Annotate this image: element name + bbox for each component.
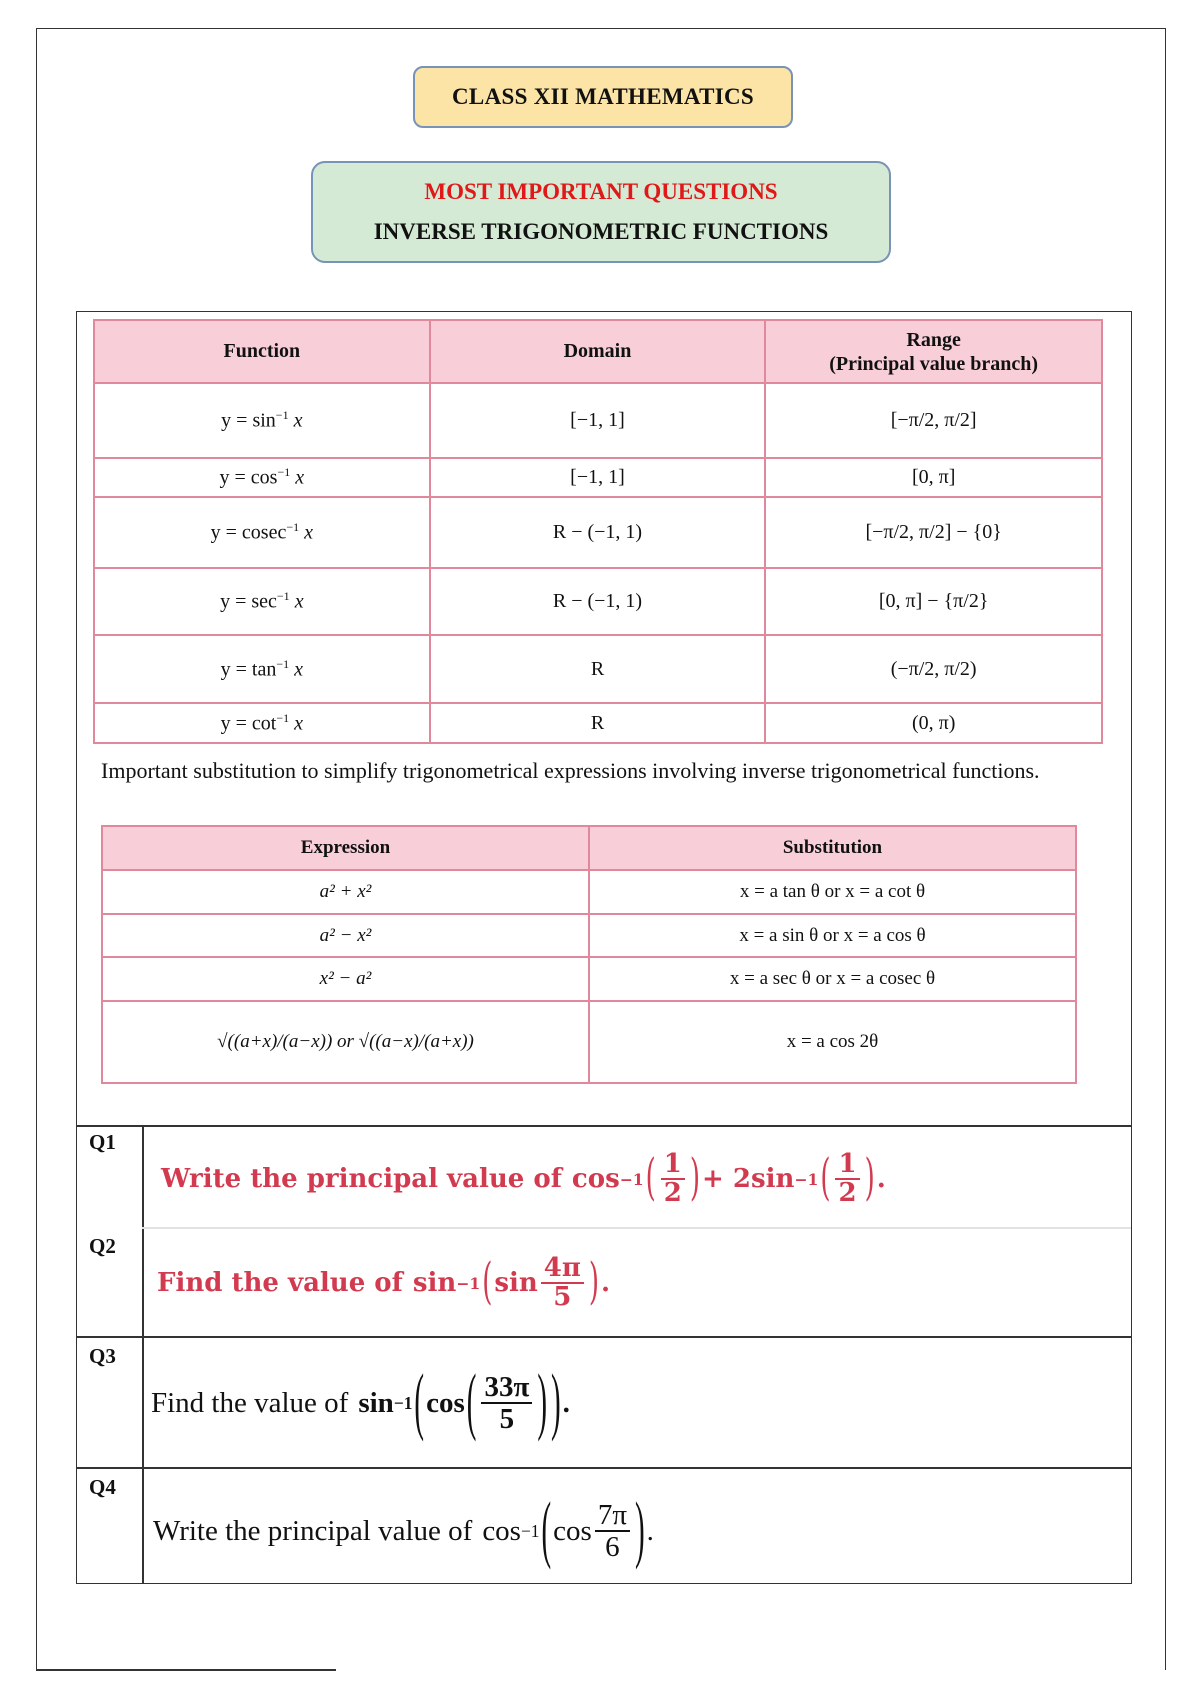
cell-function: $y = \cos^{-1} x$ — [94, 458, 430, 497]
table-row — [94, 497, 1102, 568]
subtitle: MOST IMPORTANT QUESTIONS — [424, 179, 778, 204]
q3-label: Q3 — [89, 1344, 116, 1368]
q4-label: Q4 — [89, 1475, 116, 1499]
q4-expression: cos −1 ( cos $\frac{7\pi}{6}$ ) . — [482, 1488, 654, 1572]
cell-expression: x² − a² — [102, 957, 589, 1001]
question-divider — [77, 1467, 1131, 1469]
cell-domain: R − (−1, 1) — [430, 497, 766, 568]
cell-function: $y = \sin^{-1} x$ — [94, 383, 430, 458]
q1-expression: cos −1 ( $\frac{1}{2}$ ) + 2sin −1 ( $\frac{1}{2}$ ) . — [571, 1148, 886, 1208]
table-row — [102, 914, 1076, 957]
header-substitution: Substitution — [589, 826, 1076, 870]
cell-range: [−π/2, π/2] — [765, 383, 1102, 458]
q1-label: Q1 — [89, 1130, 116, 1154]
table-row — [94, 568, 1102, 635]
table-row — [94, 635, 1102, 703]
domain-range-table — [93, 319, 1103, 744]
cell-expression: a² − x² — [102, 914, 589, 957]
table-header-row — [102, 826, 1076, 870]
header-range-line1: Range — [906, 328, 961, 351]
cell-range: (−π/2, π/2) — [765, 635, 1102, 703]
cell-range: [0, π] — [765, 458, 1102, 497]
cell-expression: √((a+x)/(a−x)) or √((a−x)/(a+x)) — [102, 1001, 589, 1083]
cell-domain: R — [430, 703, 766, 743]
header-function: Function — [94, 320, 430, 383]
cell-function: y = cosec$^{-1}$ x — [94, 497, 430, 568]
topic-title: INVERSE TRIGONOMETRIC FUNCTIONS — [373, 219, 829, 244]
q3-expression: sin −1 ( cos ( $\frac{33\pi}{5}$ ) ) . — [358, 1360, 570, 1444]
header-range-line2: (Principal value branch) — [829, 352, 1039, 375]
cell-substitution: x = a tan θ or x = a cot θ — [589, 870, 1076, 914]
cell-substitution: x = a sec θ or x = a cosec θ — [589, 957, 1076, 1001]
table-row — [94, 458, 1102, 497]
class-title-box — [413, 66, 793, 128]
header-expression: Expression — [102, 826, 589, 870]
cell-domain: [−1, 1] — [430, 458, 766, 497]
table-row — [94, 383, 1102, 458]
question-label-column — [142, 1125, 144, 1584]
question-divider-faint — [142, 1227, 1131, 1229]
class-title: CLASS XII MATHEMATICS — [452, 84, 754, 109]
question-divider — [77, 1125, 1131, 1127]
cell-substitution: x = a cos 2θ — [589, 1001, 1076, 1083]
table-header-row — [94, 320, 1102, 383]
content-box — [76, 311, 1132, 1584]
cell-domain: [−1, 1] — [430, 383, 766, 458]
substitution-note: Important substitution to simplify trigonometrical expressions involving inverse trigonometrical functions. — [101, 758, 1040, 783]
table-row — [102, 870, 1076, 914]
q3-text: Find the value of sin −1 ( cos ( $\frac{33\pi}{5}$ ) ) . — [151, 1360, 570, 1444]
cell-function: $y = \sec^{-1} x$ — [94, 568, 430, 635]
q1-text: Write the principal value of cos −1 ( $\frac{1}{2}$ ) + 2sin −1 ( $\frac{1}{2}$ ) . — [161, 1148, 886, 1208]
bottom-rule — [36, 1669, 336, 1671]
cell-function: $y = \tan^{-1} x$ — [94, 635, 430, 703]
question-divider — [77, 1336, 1131, 1338]
substitution-table — [101, 825, 1077, 1084]
q2-text: Find the value of sin −1 ( sin $\frac{4\pi}{5}$ ) . — [157, 1252, 611, 1312]
q2-expression: sin −1 ( sin $\frac{4\pi}{5}$ ) . — [412, 1252, 611, 1312]
subtitle-box — [311, 161, 891, 263]
header-domain: Domain — [430, 320, 766, 383]
cell-range: [0, π] − {π/2} — [765, 568, 1102, 635]
cell-substitution: x = a sin θ or x = a cos θ — [589, 914, 1076, 957]
cell-domain: R — [430, 635, 766, 703]
cell-domain: R − (−1, 1) — [430, 568, 766, 635]
q4-text: Write the principal value of cos −1 ( cos $\frac{7\pi}{6}$ ) . — [153, 1488, 654, 1572]
header-range — [765, 320, 1102, 383]
cell-range: (0, π) — [765, 703, 1102, 743]
cell-range: [−π/2, π/2] − {0} — [765, 497, 1102, 568]
cell-expression: a² + x² — [102, 870, 589, 914]
table-row — [102, 957, 1076, 1001]
cell-function: $y = \cot^{-1} x$ — [94, 703, 430, 743]
table-row — [94, 703, 1102, 743]
q2-label: Q2 — [89, 1234, 116, 1258]
table-row — [102, 1001, 1076, 1083]
